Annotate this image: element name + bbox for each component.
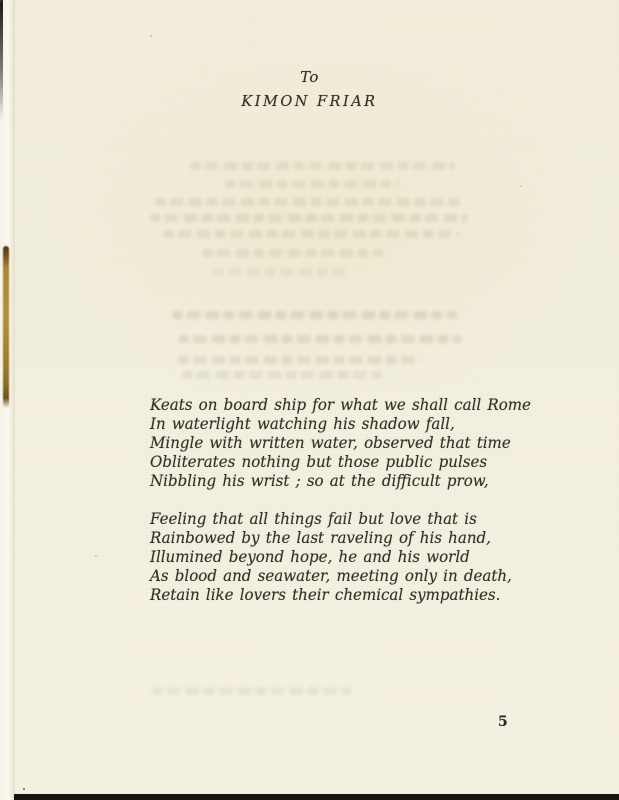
poem-line: Nibbling his wrist ; so at the difficult prow, — [150, 471, 489, 490]
poem-line: As blood and seawater, meeting only in death, — [150, 566, 512, 585]
page-number: 5 — [498, 714, 508, 730]
ghost-line — [163, 230, 460, 238]
ghost-line — [152, 687, 352, 695]
scan-bottom-edge — [14, 794, 619, 800]
poem-stanza-1 — [150, 395, 531, 490]
ghost-line — [155, 198, 460, 206]
poem — [150, 395, 531, 604]
poem-stanza-2 — [150, 509, 512, 604]
poem-line: Illumined beyond hope, he and his world — [150, 547, 470, 566]
dedication-to: To — [300, 68, 319, 86]
ghost-line — [178, 335, 462, 343]
ghost-line — [178, 356, 421, 364]
ghost-line — [213, 268, 348, 276]
poem-line: Feeling that all things fail but love that is — [150, 509, 477, 528]
ghost-line — [182, 371, 382, 379]
dedication — [0, 68, 619, 111]
poem-line: In waterlight watching his shadow fall, — [150, 414, 455, 433]
ghost-line — [190, 162, 455, 170]
dedication-name: KIMON FRIAR — [241, 94, 378, 110]
poem-line: Mingle with written water, observed that time — [150, 433, 511, 452]
poem-line: Retain like lovers their chemical sympathies. — [150, 585, 501, 604]
ghost-line — [172, 311, 458, 319]
ghost-line — [202, 249, 384, 257]
poem-line: Keats on board ship for what we shall call Rome — [150, 395, 531, 414]
poem-line: Obliterates nothing but those public pulses — [150, 452, 488, 471]
poem-line: Rainbowed by the last raveling of his hand, — [150, 528, 491, 547]
binding-glue-stain — [3, 246, 9, 408]
paper-specks — [0, 0, 2, 2]
ghost-line — [225, 180, 400, 188]
ghost-line — [150, 214, 468, 222]
